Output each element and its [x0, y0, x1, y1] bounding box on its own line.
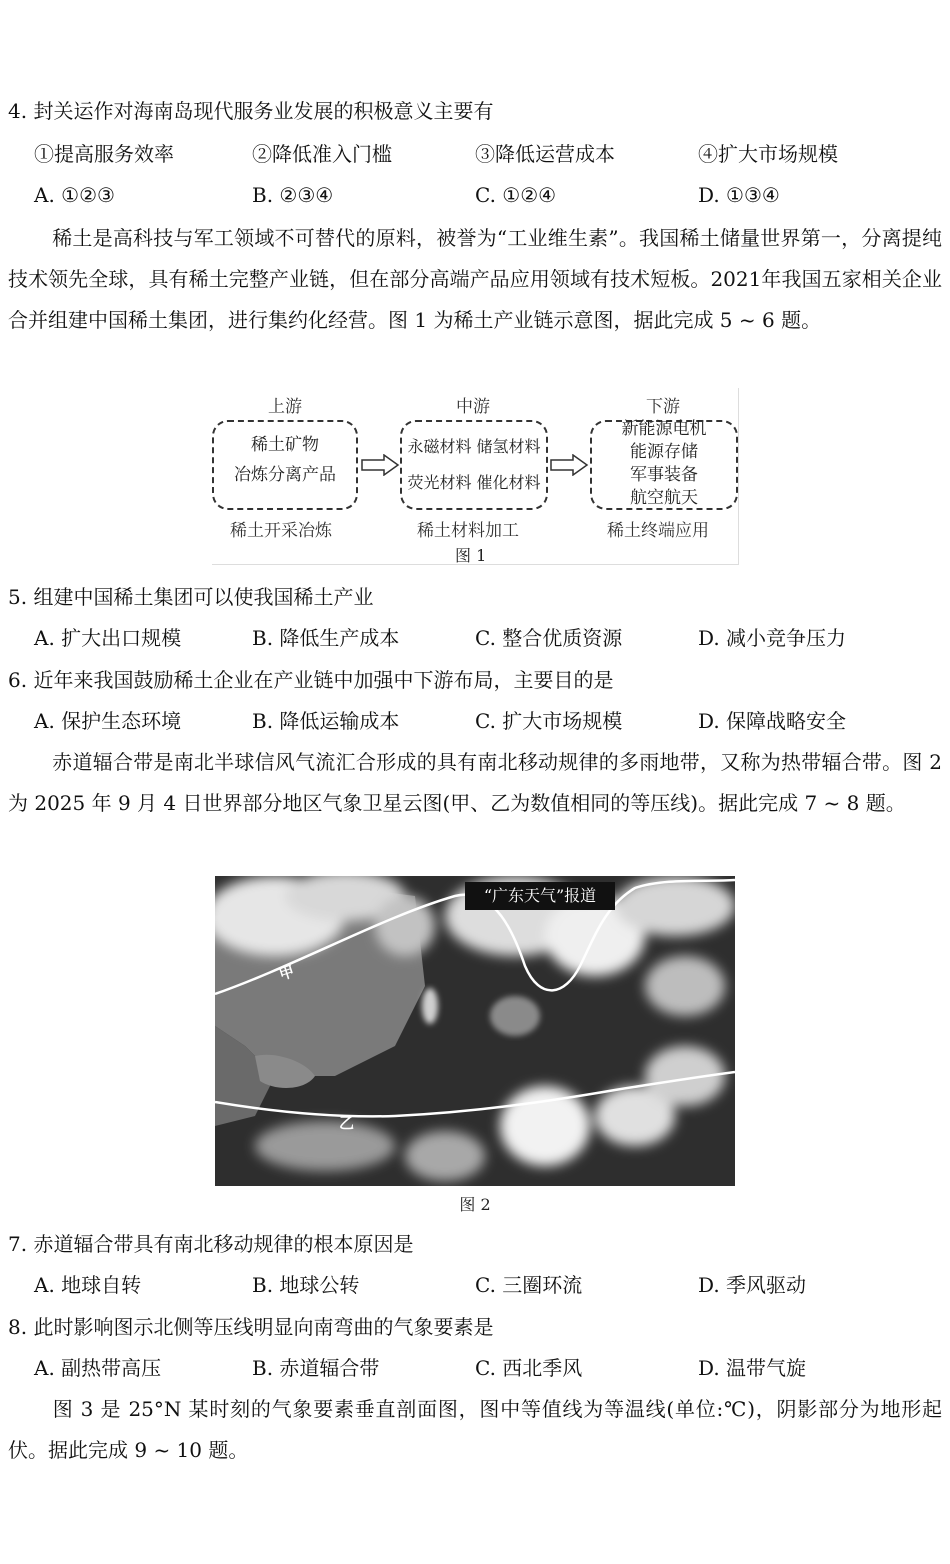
q4-item-4: ④扩大市场规模 [698, 142, 838, 166]
q7-option-b: B. 地球公转 [252, 1273, 360, 1297]
fig2-banner: “广东天气”报道 [465, 882, 615, 910]
q5-option-d: D. 减小竞争压力 [698, 626, 847, 650]
fig1-downstream-line-3: 军事装备 [630, 465, 698, 485]
q5-option-b: B. 降低生产成本 [252, 626, 400, 650]
q4-item-2: ②降低准入门槛 [252, 142, 392, 166]
fig1-arrow-2 [549, 454, 589, 476]
q7-stem: 7. 赤道辐合带具有南北移动规律的根本原因是 [8, 1232, 414, 1256]
fig1-upstream-line-1: 稀土矿物 [251, 435, 319, 455]
fig1-upstream-line-2: 冶炼分离产品 [234, 465, 336, 485]
fig1-downstream-line-4: 航空航天 [630, 488, 698, 508]
fig1-midstream-line-1: 永磁材料 储氢材料 [407, 437, 541, 456]
q4-option-d: D. ①③④ [698, 183, 780, 207]
fig1-midstream-line-2: 荧光材料 催化材料 [407, 473, 541, 492]
fig1-header-midstream: 中游 [456, 397, 490, 417]
fig1-footer-downstream: 稀土终端应用 [607, 521, 709, 541]
q7-option-a: A. 地球自转 [34, 1273, 142, 1297]
satellite-cloud-map [215, 876, 735, 1186]
fig2-label-yi: 乙 [339, 1114, 355, 1132]
q4-item-1: ①提高服务效率 [34, 142, 174, 166]
q4-option-c: C. ①②④ [475, 183, 557, 207]
q6-option-d: D. 保障战略安全 [698, 709, 847, 733]
q6-option-b: B. 降低运输成本 [252, 709, 400, 733]
q7-option-d: D. 季风驱动 [698, 1273, 807, 1297]
q6-option-a: A. 保护生态环境 [34, 709, 182, 733]
q8-stem: 8. 此时影响图示北侧等压线明显向南弯曲的气象要素是 [8, 1315, 494, 1339]
q4-item-3: ③降低运营成本 [475, 142, 615, 166]
q8-option-c: C. 西北季风 [475, 1356, 583, 1380]
q4-option-b: B. ②③④ [252, 183, 334, 207]
fig1-footer-midstream: 稀土材料加工 [417, 521, 519, 541]
fig2-label-jia: 甲 [276, 962, 297, 984]
passage-rare-earth: 稀土是高科技与军工领域不可替代的原料，被誉为“工业维生素”。我国稀土储量世界第一，分离提纯技术领先全球，具有稀土完整产业链，但在部分高端产品应用领域有技术短板。2021年我国五家相关企业合并组建中国稀土集团，进行集约化经营。图 1 为稀土产业链示意图，据此完成 5 ~ 6 题。 [8, 226, 942, 332]
fig1-caption: 图 1 [455, 546, 487, 565]
q4-stem: 4. 封关运作对海南岛现代服务业发展的积极意义主要有 [8, 99, 494, 123]
q6-stem: 6. 近年来我国鼓励稀土企业在产业链中加强中下游布局，主要目的是 [8, 668, 614, 692]
q5-option-a: A. 扩大出口规模 [34, 626, 182, 650]
fig1-footer-upstream: 稀土开采冶炼 [230, 521, 332, 541]
q4-option-a: A. ①②③ [34, 183, 115, 207]
fig1-downstream-line-1: 新能源电机 [621, 419, 707, 439]
figure-2-satellite-image [215, 876, 735, 1212]
fig1-downstream-line-2: 能源存储 [630, 442, 698, 462]
q8-option-a: A. 副热带高压 [34, 1356, 162, 1380]
fig1-arrow-1 [360, 454, 400, 476]
fig2-caption: 图 2 [459, 1195, 491, 1214]
fig1-header-upstream: 上游 [268, 397, 302, 417]
q5-stem: 5. 组建中国稀土集团可以使我国稀土产业 [8, 585, 374, 609]
q8-option-b: B. 赤道辐合带 [252, 1356, 380, 1380]
passage-itcz: 赤道辐合带是南北半球信风气流汇合形成的具有南北移动规律的多雨地带，又称为热带辐合带。图 2 为 2025 年 9 月 4 日世界部分地区气象卫星云图(甲、乙为数值相同的等压线)。据此完成 7 ~ 8 题。 [8, 750, 942, 815]
passage-fig3: 图 3 是 25°N 某时刻的气象要素垂直剖面图，图中等值线为等温线(单位:℃)，阴影部分为地形起伏。据此完成 9 ~ 10 题。 [8, 1397, 942, 1462]
figure-1-industry-chain [212, 388, 739, 565]
fig1-header-downstream: 下游 [646, 397, 680, 417]
q8-option-d: D. 温带气旋 [698, 1356, 807, 1380]
q5-option-c: C. 整合优质资源 [475, 626, 623, 650]
q7-option-c: C. 三圈环流 [475, 1273, 583, 1297]
q6-option-c: C. 扩大市场规模 [475, 709, 623, 733]
